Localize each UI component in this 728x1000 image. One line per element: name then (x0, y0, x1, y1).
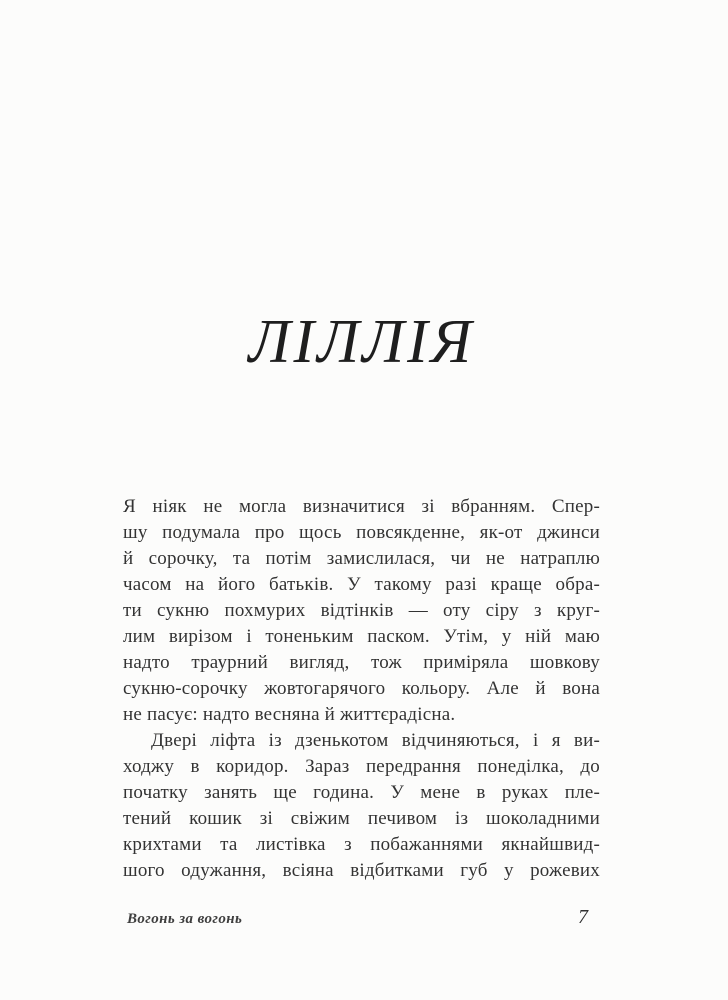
text-line: часом на його батьків. У такому разі краще обра- (123, 574, 600, 595)
text-line: Двері ліфта із дзенькотом відчиняються, і я ви- (151, 730, 600, 751)
page-number: 7 (578, 906, 588, 928)
text-line: й сорочку, та потім замислилася, чи не натраплю (123, 548, 600, 569)
text-line: не пасує: надто весняна й життєрадісна. (123, 704, 456, 725)
text-line: Я ніяк не могла визначитися зі вбранням. Спер- (123, 496, 600, 517)
text-line: початку занять ще година. У мене в руках пле- (123, 782, 600, 803)
text-line: тений кошик зі свіжим печивом із шоколадними (123, 808, 600, 829)
text-line: ходжу в коридор. Зараз передрання понеділка, до (123, 756, 600, 777)
page-footer (123, 906, 600, 929)
text-line: крихтами та листівка з побажаннями якнайшвид- (123, 834, 600, 855)
chapter-title: ЛІЛЛІЯ (248, 308, 475, 376)
text-line: ти сукню похмурих відтінків — оту сіру з круг- (123, 600, 600, 621)
text-line: лим вирізом і тоненьким паском. Утім, у ній маю (123, 626, 600, 647)
text-line: шу подумала про щось повсякденне, як-от джинси (123, 522, 600, 543)
text-line: шого одужання, всіяна відбитками губ у рожевих (123, 860, 600, 881)
text-line: надто траурний вигляд, тож приміряла шовкову (123, 652, 600, 673)
body-text (123, 494, 600, 884)
text-line: сукню-сорочку жовтогарячого кольору. Але й вона (123, 678, 600, 699)
running-title: Вогонь за вогонь (127, 911, 243, 927)
